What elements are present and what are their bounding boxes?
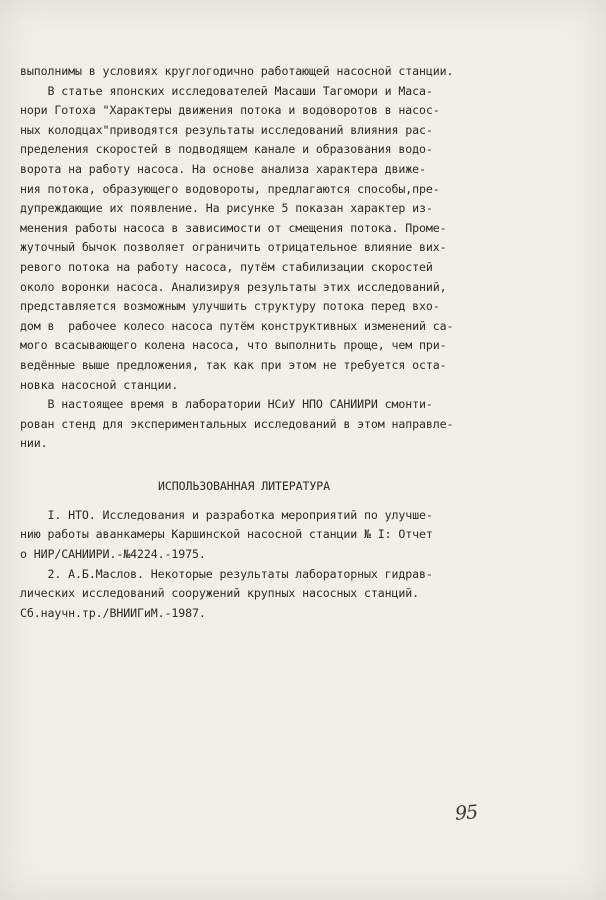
reference-line: I. НТО. Исследования и разработка мероприятий по улучше- <box>20 507 433 522</box>
reference-line: Сб.научн.тр./ВНИИГиМ.-1987. <box>20 605 206 620</box>
page-number: 95 <box>454 801 478 825</box>
text-line: В настоящее время в лаборатории НСиУ НПО САНИИРИ смонти- <box>20 397 433 412</box>
text-line: нии. <box>20 436 48 451</box>
reference-line: о НИР/САНИИРИ.-№4224.-1975. <box>20 547 206 562</box>
document-body <box>20 62 540 623</box>
text-line: выполнимы в условиях круглогодично работающей насосной станции. <box>20 64 454 78</box>
reference-item-2 <box>20 565 540 624</box>
text-line: пределения скоростей в подводящем канале и образования водо- <box>20 142 433 157</box>
paragraph-intro <box>20 62 540 82</box>
text-line: дом в рабочее колесо насоса путём конструктивных изменений са- <box>20 318 454 333</box>
text-line: ведённые выше предложения, так как при этом не требуется оста- <box>20 357 447 372</box>
text-line: рован стенд для экспериментальных исследований в этом направле- <box>20 416 454 431</box>
text-line: ворота на работу насоса. На основе анализа характера движе- <box>20 161 426 176</box>
text-line: дупреждающие их появление. На рисунке 5 показан характер из- <box>20 201 433 216</box>
paragraph-japanese-study <box>20 82 540 396</box>
text-line: менения работы насоса в зависимости от смещения потока. Проме- <box>20 220 447 235</box>
text-line: нори Готоха "Характеры движения потока и водоворотов в насос- <box>20 103 440 118</box>
text-line: ных колодцах"приводятся результаты исследований влияния рас- <box>20 122 433 137</box>
reference-item-1 <box>20 506 540 565</box>
section-gap <box>20 496 540 506</box>
references-heading: ИСПОЛЬЗОВАННАЯ ЛИТЕРАТУРА <box>158 478 331 493</box>
section-gap <box>20 454 540 476</box>
text-line: ния потока, образующего водовороты, предлагаются способы,пре- <box>20 181 440 196</box>
text-line: представляется возможным улучшить структуру потока перед вхо- <box>20 299 440 314</box>
reference-line: лических исследований сооружений крупных насосных станций. <box>20 586 420 601</box>
text-line: жуточный бычок позволяет ограничить отрицательное влияние вих- <box>20 240 447 255</box>
paragraph-laboratory <box>20 395 540 454</box>
text-line: новка насосной станции. <box>20 377 179 392</box>
reference-line: нию работы аванкамеры Каршинской насосной станции № I: Отчет <box>20 527 433 542</box>
text-line: мого всасывающего колена насоса, что выполнить проще, чем при- <box>20 338 447 353</box>
reference-line: 2. А.Б.Маслов. Некоторые результаты лабораторных гидрав- <box>20 566 433 581</box>
text-line: около воронки насоса. Анализируя результаты этих исследований, <box>20 279 447 294</box>
text-line: В статье японских исследователей Масаши Тагомори и Маса- <box>20 83 433 98</box>
text-line: ревого потока на работу насоса, путём стабилизации скоростей <box>20 259 433 274</box>
